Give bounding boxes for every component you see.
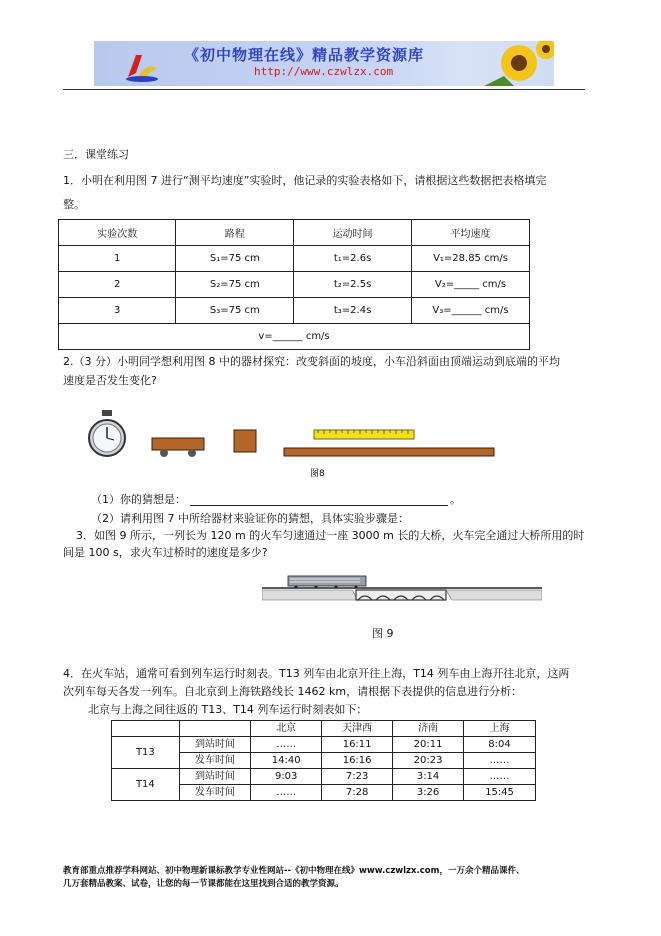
stopwatch-icon [89,410,125,456]
q2-sub2: （2）请利用图 7 中所给器材来验证你的猜想，具体实验步骤是： [91,512,409,525]
row-label: 发车时间 [179,753,250,769]
footer-line2: 几万套精品教案、试卷，让您的每一节课都能在这里找到合适的教学资源。 [63,879,344,889]
time-cell: 20:11 [393,737,464,753]
timetable-corner-cell [112,721,180,737]
figure-8-caption: 图8 [310,469,325,478]
time-cell: 16:11 [322,737,393,753]
table-summary-cell: v=______ cm/s [59,324,530,350]
time-cell: …… [251,737,322,753]
table-row [112,737,536,753]
q1-line2: 整。 [63,198,85,211]
figure-9-caption: 图 9 [372,627,394,640]
timetable-corner-cell [179,721,250,737]
table-summary-row [59,324,530,350]
train-name: T14 [112,769,180,801]
time-cell: 7:23 [322,769,393,785]
table-cell: S₁=75 cm [176,246,294,272]
logo-icon [122,47,162,83]
timetable-header-row [112,721,536,737]
table-cell: t₃=2.4s [294,298,412,324]
table-header-row [59,220,530,246]
station-header: 济南 [393,721,464,737]
table-header-cell: 实验次数 [59,220,176,246]
table-row [59,298,530,324]
table-cell: S₂=75 cm [176,272,294,298]
table-cell: V₃=______ cm/s [411,298,529,324]
time-cell: …… [464,769,536,785]
answer-blank-line [190,505,448,506]
table-cell: 3 [59,298,176,324]
bridge-icon [356,590,446,600]
q2-line2: 速度是否发生变化? [63,374,157,387]
q4-line3: 北京与上海之间往返的 T13、T14 列车运行时刻表如下： [88,703,368,716]
station-header: 天津西 [322,721,393,737]
footer-line1: 教育部重点推荐学科网站、初中物理新课标教学专业性网站--《初中物理在线》www.czwlzx.com，一万余个精品课件、 [63,866,525,876]
ruler-icon [314,430,414,439]
table-cell: t₁=2.6s [294,246,412,272]
q1-line1: 1．小明在利用图 7 进行“测平均速度”实验时，他记录的实验表格如下，请根据这些数据把表格填完 [63,174,547,187]
row-label: 到站时间 [179,737,250,753]
table-cell: 2 [59,272,176,298]
time-cell: 14:40 [251,753,322,769]
table-cell: V₂=_____ cm/s [411,272,529,298]
table-header-cell: 运动时间 [294,220,412,246]
table-header-cell: 平均速度 [411,220,529,246]
cart-icon [152,438,204,457]
station-header: 上海 [464,721,536,737]
time-cell: 3:26 [393,785,464,801]
q3-line1: 3．如图 9 所示，一列长为 120 m 的火车匀速通过一座 3000 m 长的大桥，火车完全通过大桥所用的时 [76,529,585,542]
row-label: 到站时间 [179,769,250,785]
time-cell: …… [464,753,536,769]
station-header: 北京 [251,721,322,737]
q4-line1: 4．在火车站，通常可看到列车运行时刻表。T13 列车由北京开往上海，T14 列车由上海开往北京，这两 [63,667,570,680]
row-label: 发车时间 [179,785,250,801]
q4-line2: 次列车每天各发一列车。自北京到上海铁路线长 1462 km，请根据下表提供的信息进行分析： [63,685,523,698]
figure-9-train-bridge [262,570,542,604]
header-banner [94,41,554,86]
time-cell: 9:03 [251,769,322,785]
q2-line1: 2.（3 分）小明同学想利用图 8 中的器材探究：改变斜面的坡度，小车沿斜面由顶端运动到底端的平均 [63,355,560,368]
table-header-cell: 路程 [176,220,294,246]
table-cell: V₁=28.85 cm/s [411,246,529,272]
table-cell: S₃=75 cm [176,298,294,324]
timetable [111,720,536,801]
time-cell: 16:16 [322,753,393,769]
q2-sub1-label: （1）你的猜想是： [91,493,186,506]
time-cell: 7:28 [322,785,393,801]
time-cell: 3:14 [393,769,464,785]
speed-table [58,219,530,350]
time-cell: 8:04 [464,737,536,753]
train-name: T13 [112,737,180,769]
banner-url[interactable]: http://www.czwlzx.com [254,65,394,78]
header-divider [63,89,585,90]
table-row [59,272,530,298]
wood-block-icon [234,430,256,452]
figure-8 [88,410,508,478]
time-cell: …… [251,785,322,801]
section-title: 三．课堂练习 [63,148,129,161]
table-row [59,246,530,272]
time-cell: 20:23 [393,753,464,769]
train-icon [288,576,366,589]
table-row [112,769,536,785]
table-cell: 1 [59,246,176,272]
time-cell: 15:45 [464,785,536,801]
sunflower-icon [484,41,554,86]
q2-sub1-end: 。 [450,493,461,506]
table-cell: t₂=2.5s [294,272,412,298]
board-icon [284,448,494,456]
banner-title: 《初中物理在线》精品教学资源库 [184,46,425,64]
q3-line2: 间是 100 s，求火车过桥时的速度是多少? [63,546,268,559]
